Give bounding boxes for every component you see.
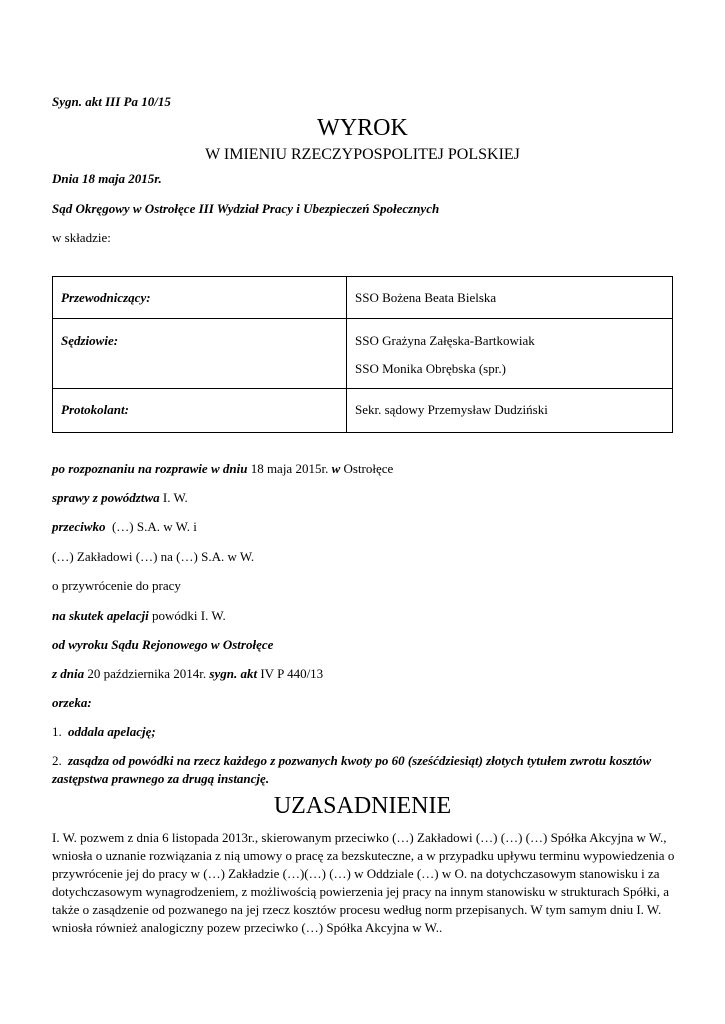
item-text: zasądza od powódki na rzecz każdego z pozwanych kwoty po 60 (sześćdziesiąt) złotych tytułem zwrotu kosztów zastępstwa prawnego za drugą instancję. [52,753,652,786]
appeal-party: powódki I. W. [152,608,226,623]
defendant-1: (…) S.A. w W. i [111,519,197,534]
hearing-place: Ostrołęce [343,461,394,476]
hearing-date: 18 maja 2015r. [250,461,329,476]
panel-table [52,276,673,433]
document-title: WYROK [317,115,408,141]
court-name: Sąd Okręgowy w Ostrołęce III Wydział Pracy i Ubezpieczeń Społecznych [52,201,440,216]
member-name: SSO Monika Obrębska (spr.) [355,361,506,376]
member-cell [347,389,673,433]
order-item-1 [52,724,156,740]
case-subject: o przywrócenie do pracy [52,578,181,593]
case-label: sprawy z powództwa [52,490,160,505]
order-item-2 [52,752,676,788]
composition-label: w składzie: [52,230,111,245]
lower-court-ruling: od wyroku Sądu Rejonowego w Ostrołęce [52,637,274,652]
case-number: Sygn. akt III Pa 10/15 [52,94,171,109]
item-text: oddala apelację; [68,724,156,739]
table-row [53,319,673,389]
member-name: SSO Bożena Beata Bielska [355,290,497,305]
member-cell [347,319,673,389]
ref-number: IV P 440/13 [260,666,324,681]
role-cell: Przewodniczący: [53,277,347,319]
plaintiff: I. W. [162,490,188,505]
defendant-2: (…) Zakładowi (…) na (…) S.A. w W. [52,549,255,564]
justification-heading: UZASADNIENIE [273,793,452,819]
hearing-label: po rozpoznaniu na rozprawie w dniu [52,461,248,476]
member-name: SSO Grażyna Załęska-Bartkowiak [355,333,535,348]
document-subtitle: W IMIENIU RZECZYPOSPOLITEJ POLSKIEJ [205,146,520,163]
role-cell: Sędziowie: [53,319,347,389]
date-label: z dnia [52,666,85,681]
item-number: 1. [52,724,62,739]
member-name: Sekr. sądowy Przemysław Dudziński [355,402,548,417]
ruling-date: 20 października 2014r. [87,666,207,681]
appeal-label: na skutek apelacji [52,608,149,623]
ruling-date-line [52,666,323,682]
hearing-line [52,461,393,477]
orders-label: orzeka: [52,695,92,710]
table-row [53,389,673,433]
against-label: przeciwko [52,519,106,534]
member-cell [347,277,673,319]
hearing-in: w [331,461,341,476]
justification-paragraph: I. W. pozwem z dnia 6 listopada 2013r., skierowanym przeciwko (…) Zakładowi (…) (…) (…) Spółka Akcyjna w W., wniosła o uznanie rozwiązania z nią umowy o pracę za bezskuteczne, a w przypadku upływu terminu wypowiedzenia o przywrócenie jej do pracy w (…) Zakładzie (…)(…) (…) w Oddziale (…) w O. na dotychczasowym stanowisku i za dotychczasowym wynagrodzeniem, z możliwością powierzenia jej pracy na innym stanowisku w strukturach Spółki, a także o zasądzenie od pozwanego na jej rzecz kosztów procesu według norm przepisanych. W tym samym dniu I. W. wniosła również analogiczny pozew przeciwko (…) Spółka Akcyjna w W.. [52,830,675,935]
against-line [52,519,197,535]
ref-label: sygn. akt [209,666,258,681]
item-number: 2. [52,753,62,768]
judgment-date: Dnia 18 maja 2015r. [52,171,162,186]
table-row [53,277,673,319]
role-cell: Protokolant: [53,389,347,433]
case-line [52,490,188,506]
appeal-line [52,608,226,624]
